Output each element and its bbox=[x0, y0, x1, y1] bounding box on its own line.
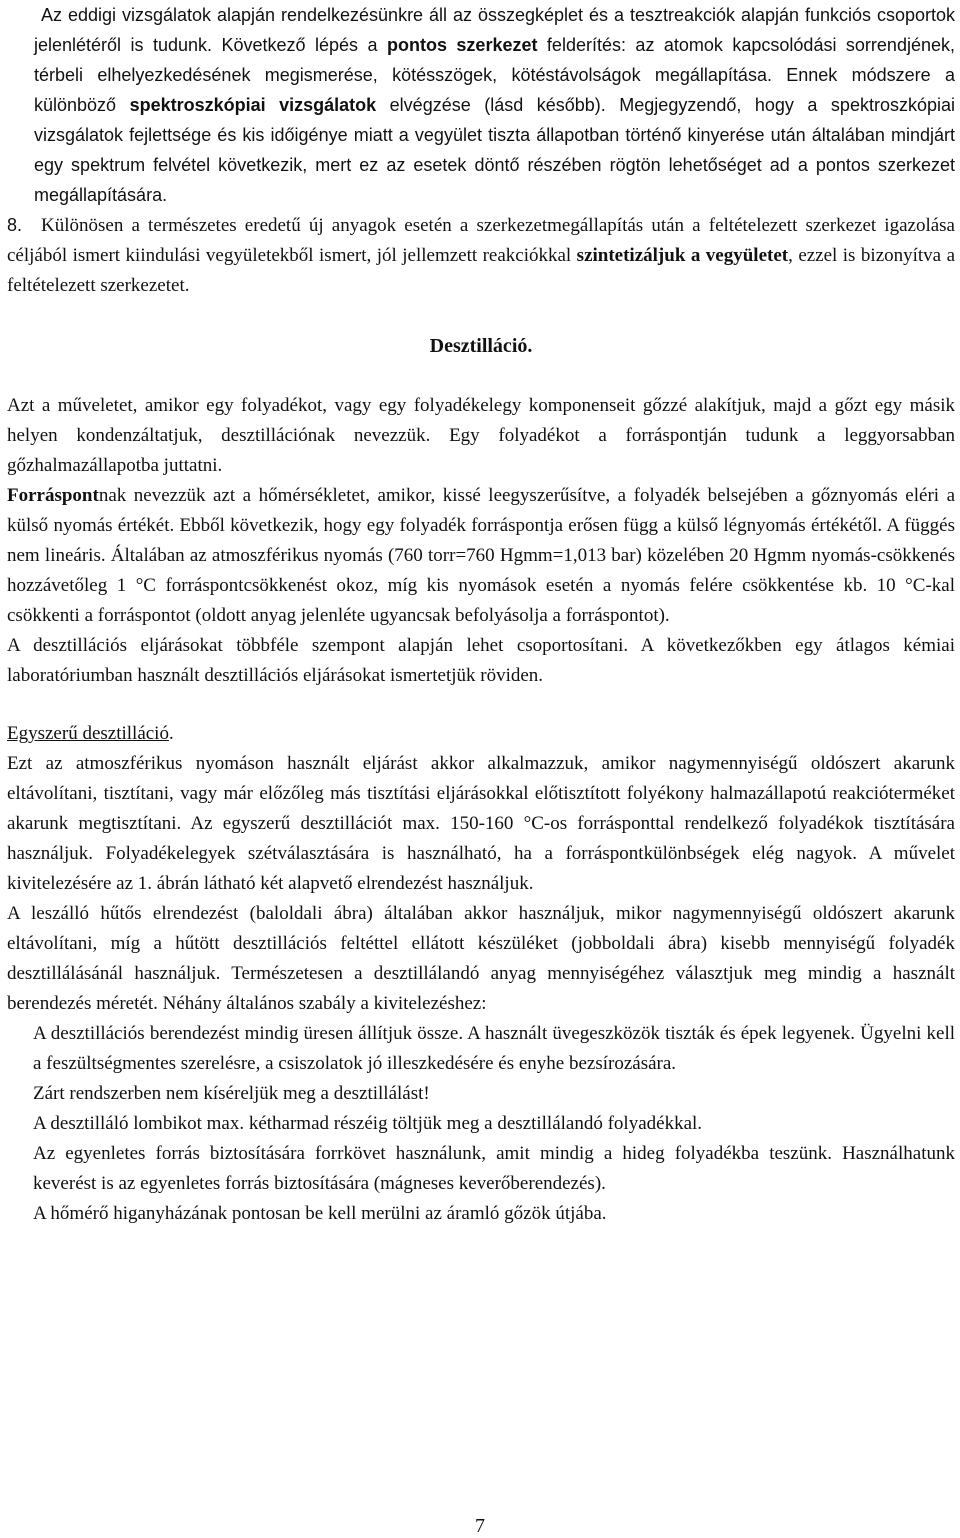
page-body bbox=[7, 0, 955, 1229]
paragraph-boiling-point: Forráspontnak nevezzük azt a hőmérsékletet, amikor, kissé leegyszerűsítve, a folyadék belsejében a gőznyomás eléri a külső nyomás értékét. Ebből következik, hogy egy folyadék forráspontja erősen függ a külső légnyomás értékétől. A függés nem lineáris. Általában az atmoszférikus nyomás (760 torr=760 Hgmm=1,013 bar) közelében 20 Hgmm nyomás-csökkenés hozzávetőleg 1 °C forráspontcsökkenést okoz, míg kis nyomások esetén a nyomás felére csökkentése kb. 10 °C-kal csökkenti a forráspontot (oldott anyag jelenléte ugyancsak befolyásolja a forráspontot). bbox=[7, 485, 955, 626]
item-number: 8. bbox=[7, 215, 23, 235]
rule-item: Zárt rendszerben nem kíséreljük meg a desztillálást! bbox=[33, 1083, 430, 1104]
list-item-8: 8. Különösen a természetes eredetű új anyagok esetén a szerkezetmegállapítás után a feltételezett szerkezet igazolása céljából ismert kiindulási vegyületekből ismert, jól jellemzett reakciókkal szintetizáljuk a vegyületet, ezzel is bizonyítva a feltételezett szerkezetet. bbox=[7, 210, 955, 301]
paragraph-intro: Azt a műveletet, amikor egy folyadékot, vagy egy folyadékelegy komponenseit gőzzé alakítjuk, majd a gőzt egy másik helyen kondenzáltatjuk, desztillációnak nevezzük. Egy folyadékot a forráspontján tudunk a leggyorsabban gőzhalmazállapotba juttatni. bbox=[7, 395, 955, 476]
list-item-7: Az eddigi vizsgálatok alapján rendelkezésünkre áll az összegképlet és a tesztreakciók alapján funkciós csoportok jelenlétéről is tudunk. Következő lépés a pontos szerkezet felderítés: az atomok kapcsolódási sorrendjének, térbeli elhelyezkedésének megismerése, kötésszögek, kötéstávolságok megállapítása. Ennek módszere a különböző spektroszkópiai vizsgálatok elvégzése (lásd később). Megjegyzendő, hogy a spektroszkópiai vizsgálatok fejlettsége és kis időigénye miatt a vegyület tiszta állapotban történő kinyerése után általában mindjárt egy spektrum felvétel következik, mert ez az esetek döntő részében rögtön lehetőséget ad a pontos szerkezet megállapítására. bbox=[7, 0, 955, 210]
rule-item: Az egyenletes forrás biztosítására forrkövet használunk, amit mindig a hideg folyadékba teszünk. Használhatunk keverést is az egyenletes forrás biztosítására (mágneses keverőberendezés). bbox=[33, 1143, 955, 1194]
bold-term: pontos szerkezet bbox=[386, 35, 538, 55]
rule-item: A hőmérő higanyházának pontosan be kell merülni az áramló gőzök útjába. bbox=[33, 1203, 607, 1224]
item-number bbox=[7, 0, 41, 30]
rule-item: A desztilláló lombikot max. kétharmad részéig töltjük meg a desztillálandó folyadékkal. bbox=[33, 1113, 703, 1134]
bold-term: spektroszkópiai vizsgálatok bbox=[129, 95, 377, 115]
paragraph-simple-distillation: Ezt az atmoszférikus nyomáson használt eljárást akkor alkalmazzuk, amikor nagymennyiségű oldószert akarunk eltávolítani, tisztítani, vagy már előzőleg más tisztítási eljárásokkal előtisztított folyékony halmazállapotú reakcióterméket akarunk megtisztítani. Az egyszerű desztillációt max. 150-160 °C-os forrásponttal rendelkező folyadékok tisztítására használjuk. Folyadékelegyek szétválasztására is használható, ha a forráspontkülönbségek elég nagyok. A művelet kivitelezésére az 1. ábrán látható két alapvető elrendezést használjuk. bbox=[7, 753, 955, 894]
bold-term: szintetizáljuk a vegyületet bbox=[576, 245, 789, 266]
subheading: Egyszerű desztilláció. bbox=[7, 723, 174, 744]
section-heading: Desztilláció. bbox=[429, 335, 533, 357]
rule-item: A desztillációs berendezést mindig üresen állítjuk össze. A használt üvegeszközök tiszták és épek legyenek. Ügyelni kell a feszültségmentes szerelésre, a csiszolatok jó illeszkedésére és enyhe bezsírozására. bbox=[33, 1023, 955, 1074]
paragraph-setup: A leszálló hűtős elrendezést (baloldali ábra) általában akkor használjuk, mikor nagymennyiségű oldószert akarunk eltávolítani, míg a hűtött desztillációs feltéttel ellátott készüléket (jobboldali ábra) kisebb mennyiségű folyadék desztillálásánál használjuk. Természetesen a desztillálandó anyag mennyiségéhez választjuk meg mindig a használt berendezés méretét. Néhány általános szabály a kivitelezéshez: bbox=[7, 903, 955, 1014]
page-number: 7 bbox=[475, 1515, 485, 1537]
paragraph-grouping: A desztillációs eljárásokat többféle szempont alapján lehet csoportosítani. A következőkben egy átlagos kémiai laboratóriumban használt desztillációs eljárásokat ismertetjük röviden. bbox=[7, 635, 955, 686]
bold-term: Forráspont bbox=[7, 485, 99, 506]
